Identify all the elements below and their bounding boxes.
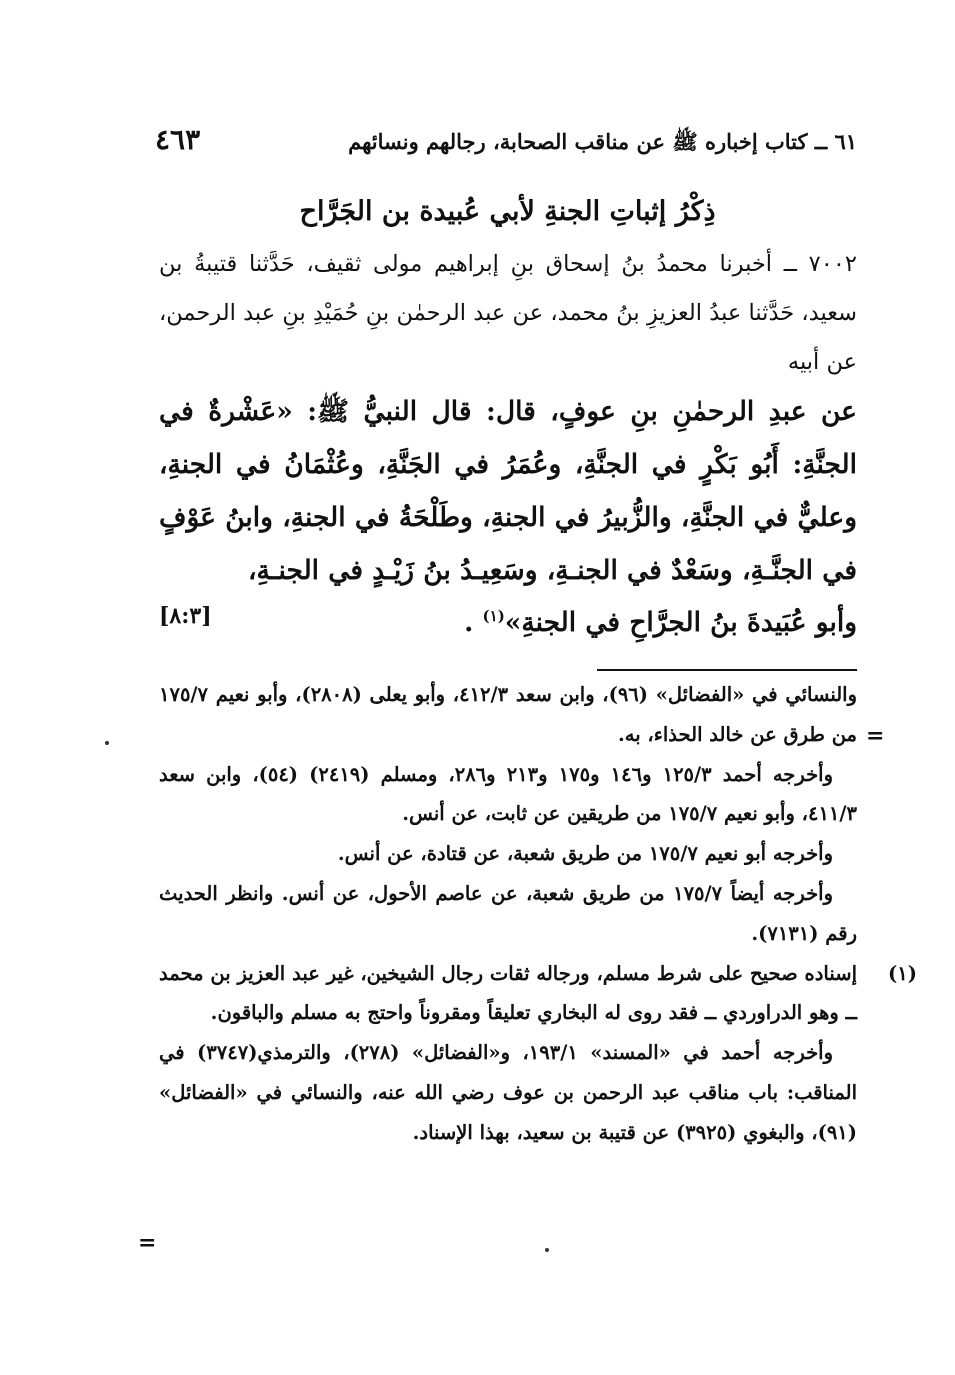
continuation-mark: = xyxy=(138,1230,157,1256)
hadith-matn: عن عبدِ الرحمٰنِ بنِ عوفٍ، قال: قال النبيُّ ﷺ: «عَشْرةٌ في الجنَّةِ: أَبُو بَكْرٍ في الجنَّةِ، وعُمَرُ في الجَنَّةِ، وعُثْمَانُ في الجنةِ، وعليٌّ في الجنَّةِ، والزُّبيرُ في الجنةِ، وطَلْحَةُ في الجنةِ، وابنُ عَوْفٍ في الجنَّـةِ، وسَعْدٌ في الجنـةِ، وسَعِيـدُ بنُ زَيْـدٍ في الجنـةِ، xyxy=(159,396,857,586)
running-header-title: ٦١ ــ كتاب إخباره ﷺ عن مناقب الصحابة، رجالهم ونسائهم xyxy=(348,129,857,154)
footnote-1-paragraph: إسناده صحيح على شرط مسلم، ورجاله ثقات رجال الشيخين، غير عبد العزيز بن محمد ــ وهو الدراوردي ــ فقد روى له البخاري تعليقاً ومقروناً واحتج به مسلم والباقون. xyxy=(159,961,857,1025)
footnote-continuation-paragraph: وأخرجه أيضاً ١٧٥/٧ من طريق شعبة، عن عاصم الأحول، عن أنس. وانظر الحديث رقم (٧١٣١). xyxy=(159,881,857,945)
footnote-separator xyxy=(597,669,857,671)
hadith-reference: [٨:٣] xyxy=(159,603,212,629)
footnotes-section xyxy=(159,675,917,1153)
footnote-1 xyxy=(159,954,917,1153)
footnote-1-number: (١) xyxy=(888,961,917,985)
chapter-heading: ذِكْرُ إثباتِ الجنةِ لأبي عُبيدة بن الجَرَّاح xyxy=(299,196,716,227)
hadith-matn-end-line: وأبو عُبَيدةَ بنُ الجرَّاحِ في الجنةِ»$^{(١)}$ . [٨:٣] xyxy=(159,590,857,643)
footnote-marker: (١) xyxy=(482,607,505,625)
footnote-1-paragraph: وأخرجه أحمد في «المسند» ١٩٣/١، و«الفضائل» (٢٧٨)، والترمذي(٣٧٤٧) في المناقب: باب مناقب عبد الرحمن بن عوف رضي الله عنه، والنسائي في «الفضائل» (٩١)، والبغوي (٣٩٢٥) عن قتيبة بن سعيد، بهذا الإسناد. xyxy=(159,1041,857,1144)
continuation-mark: = xyxy=(866,723,885,749)
hadith-isnad: ٧٠٠٢ ــ أخبرنا محمدُ بنُ إسحاق بنِ إبراهيم مولى ثقيف، حَدَّثنا قتيبةُ بن سعيد، حَدَّثنا عبدُ العزيزِ بنُ محمد، عن عبد الرحمٰن بنِ حُمَيْدِ بنِ عبد الرحمن، عن أبيه xyxy=(159,251,857,375)
footnote-continuation-paragraph: وأخرجه أبو نعيم ١٧٥/٧ من طريق شعبة، عن قتادة، عن أنس. xyxy=(337,842,833,866)
page-number: ٤٦٣ xyxy=(155,123,201,156)
scan-speck xyxy=(105,741,109,745)
footnote-continuation-paragraph: والنسائي في «الفضائل» (٩٦)، وابن سعد ٤١٢/٣، وأبو يعلى (٢٨٠٨)، وأبو نعيم ١٧٥/٧ من طرق عن خالد الحذاء، به. xyxy=(159,683,857,746)
scan-speck xyxy=(545,1248,549,1252)
hadith-matn-end: وأبو عُبَيدةَ بنُ الجرَّاحِ في الجنةِ» xyxy=(504,606,857,638)
footnote-continuation-paragraph: وأخرجه أحمد ١٢٥/٣ و١٤٦ و١٧٥ و٢١٣ و٢٨٦، ومسلم (٢٤١٩) (٥٤)، وابن سعد ٤١١/٣، وأبو نعيم ١٧٥/٧ من طريقين عن ثابت، عن أنس. xyxy=(159,762,857,826)
